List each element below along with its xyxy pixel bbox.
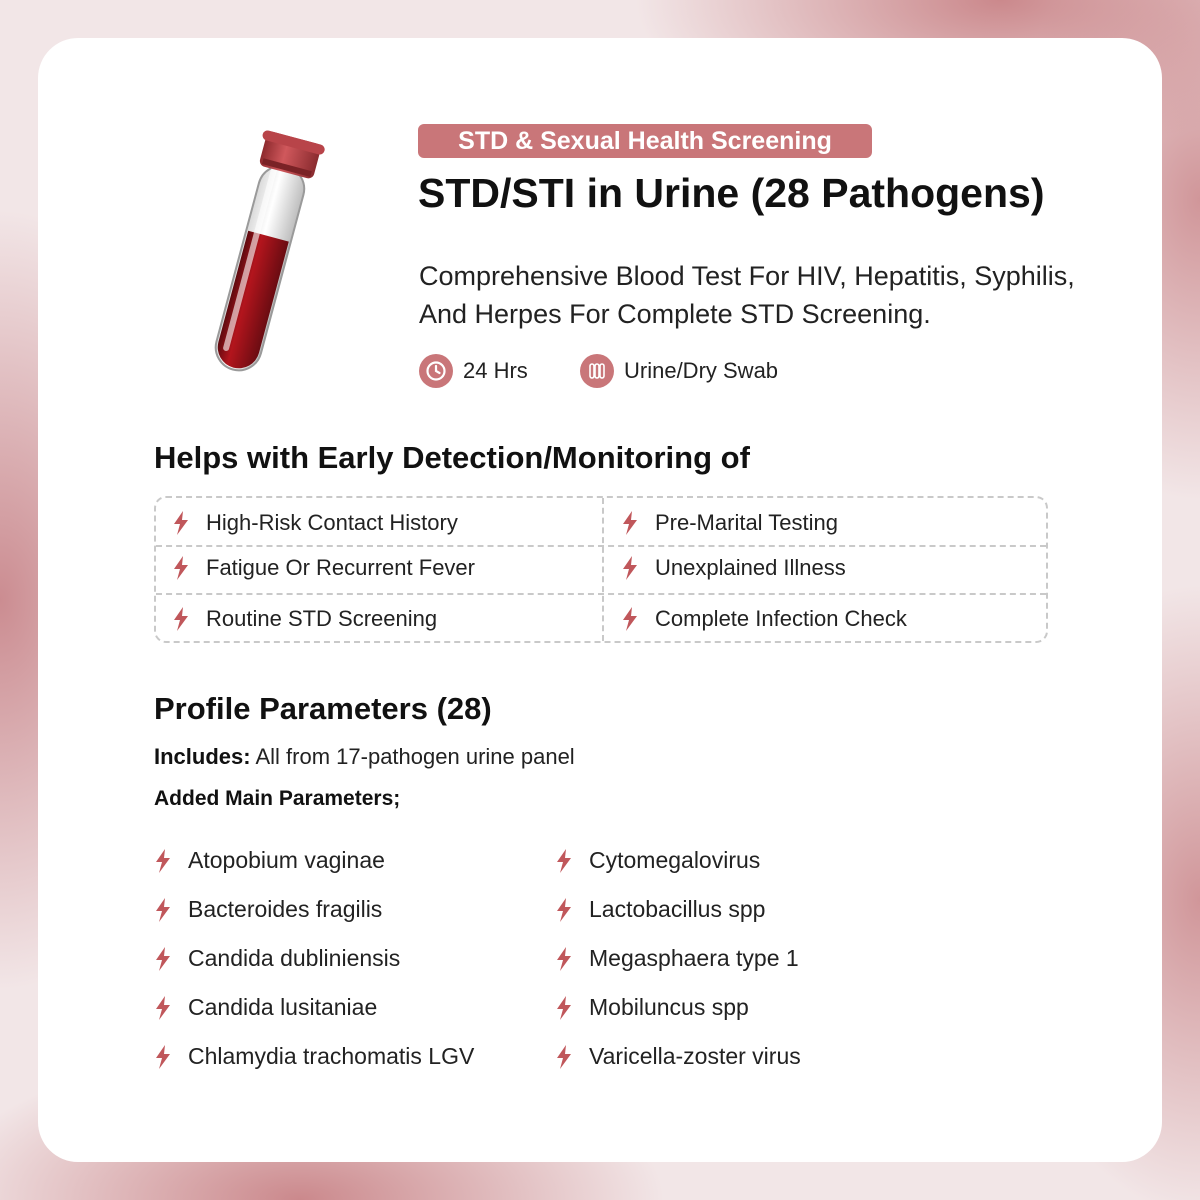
category-tag: STD & Sexual Health Screening (418, 124, 872, 158)
bolt-icon (154, 1045, 172, 1069)
added-parameters-label: Added Main Parameters; (154, 787, 401, 810)
parameter-label: Lactobacillus spp (589, 896, 766, 922)
detection-item (172, 510, 458, 536)
bolt-icon (172, 607, 190, 631)
bolt-icon (555, 849, 573, 873)
parameter-label: Varicella-zoster virus (589, 1043, 801, 1069)
includes-label: Includes: (154, 744, 251, 769)
test-tube-image (200, 126, 330, 388)
list-item (555, 885, 801, 934)
list-item (555, 983, 801, 1032)
parameter-list-right (555, 836, 801, 1081)
bolt-icon (172, 556, 190, 580)
list-item (555, 934, 801, 983)
parameter-label: Bacteroides fragilis (188, 896, 383, 922)
list-item (154, 934, 474, 983)
list-item (154, 983, 474, 1032)
bolt-icon (154, 849, 172, 873)
grid-divider (602, 498, 604, 641)
profile-heading: Profile Parameters (28) (154, 691, 492, 726)
detection-item-label: High-Risk Contact History (206, 510, 458, 535)
parameter-label: Megasphaera type 1 (589, 945, 799, 971)
bolt-icon (154, 947, 172, 971)
bolt-icon (172, 511, 190, 535)
clock-icon (419, 354, 453, 388)
detection-item (621, 555, 846, 581)
bolt-icon (555, 947, 573, 971)
page-title: STD/STI in Urine (28 Pathogens) (418, 170, 1045, 216)
detection-item-label: Fatigue Or Recurrent Fever (206, 555, 475, 580)
bolt-icon (621, 511, 639, 535)
grid-divider (156, 593, 1046, 595)
parameter-label: Candida lusitaniae (188, 994, 378, 1020)
list-item (154, 1032, 474, 1081)
parameter-label: Cytomegalovirus (589, 847, 761, 873)
detection-item-label: Unexplained Illness (655, 555, 846, 580)
bolt-icon (555, 996, 573, 1020)
list-item (154, 836, 474, 885)
description-line: Comprehensive Blood Test For HIV, Hepatitis, Syphilis, (419, 261, 1075, 291)
test-description (419, 257, 1159, 333)
bolt-icon (555, 898, 573, 922)
bolt-icon (621, 607, 639, 631)
sample-label: Urine/Dry Swab (624, 358, 779, 383)
parameter-label: Atopobium vaginae (188, 847, 385, 873)
includes-value: All from 17-pathogen urine panel (255, 744, 575, 769)
parameter-label: Mobiluncus spp (589, 994, 749, 1020)
detection-grid (154, 496, 1048, 643)
turnaround-info (419, 354, 528, 388)
bolt-icon (621, 556, 639, 580)
list-item (555, 836, 801, 885)
detection-item-label: Complete Infection Check (655, 606, 907, 631)
detection-item (172, 555, 475, 581)
detection-item (172, 606, 437, 632)
includes-line (154, 744, 575, 770)
list-item (555, 1032, 801, 1081)
bolt-icon (154, 898, 172, 922)
turnaround-label: 24 Hrs (463, 358, 528, 383)
parameter-label: Chlamydia trachomatis LGV (188, 1043, 475, 1069)
parameter-list-left (154, 836, 474, 1081)
detection-item-label: Routine STD Screening (206, 606, 438, 631)
list-item (154, 885, 474, 934)
test-tubes-icon (580, 354, 614, 388)
sample-info (580, 354, 778, 388)
bolt-icon (555, 1045, 573, 1069)
bolt-icon (154, 996, 172, 1020)
parameter-label: Candida dubliniensis (188, 945, 401, 971)
detection-item (621, 606, 907, 632)
detection-heading: Helps with Early Detection/Monitoring of (154, 440, 750, 475)
description-line: And Herpes For Complete STD Screening. (419, 299, 931, 329)
grid-divider (156, 545, 1046, 547)
detection-item-label: Pre-Marital Testing (655, 510, 838, 535)
detection-item (621, 510, 838, 536)
